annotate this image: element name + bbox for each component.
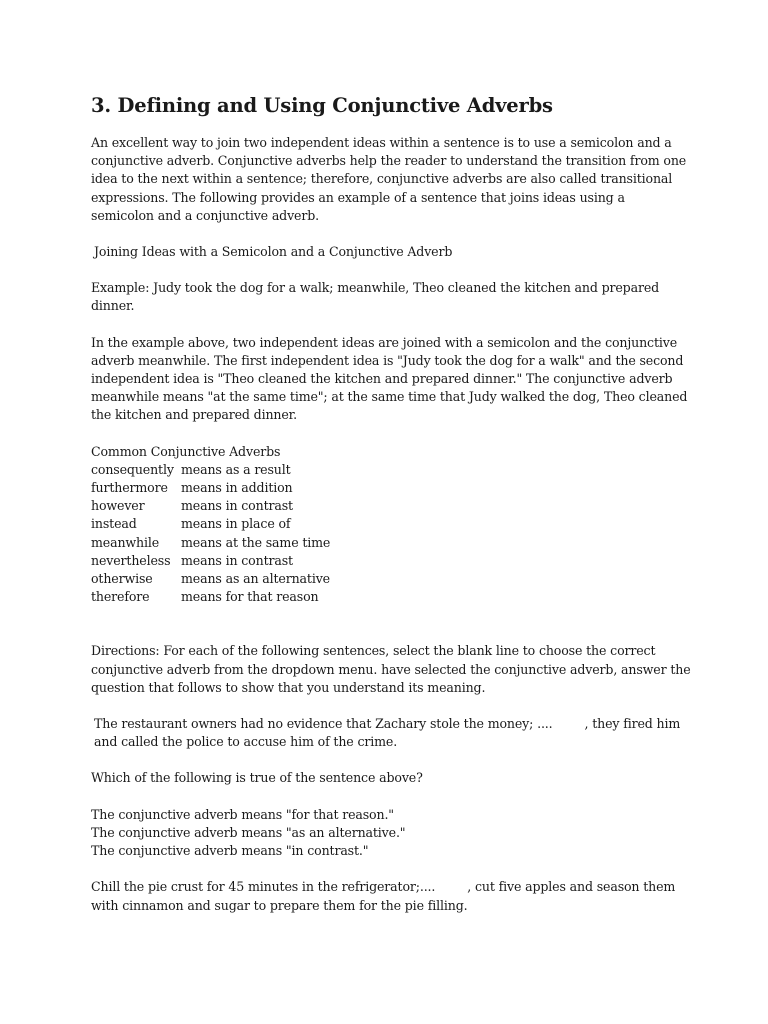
adverb-blank-dropdown[interactable]: ....	[537, 716, 553, 732]
sentence-text: Chill the pie crust for 45 minutes in the refrigerator;	[91, 879, 420, 895]
list-item	[91, 479, 691, 497]
adverb-meaning: means as a result	[181, 461, 291, 477]
list-item	[91, 461, 691, 479]
adverb-meaning: means in place of	[181, 516, 291, 532]
adverb-meaning: means in contrast	[181, 552, 293, 568]
question-1-prompt: Which of the following is true of the sentence above?	[91, 770, 423, 786]
sentence-text: , they fired him and called the police to accuse him of the crime.	[94, 716, 685, 750]
answer-option[interactable]: The conjunctive adverb means "as an alternative."	[91, 824, 406, 840]
section-subheading: Joining Ideas with a Semicolon and a Conjunctive Adverb	[94, 244, 453, 260]
page-title: 3. Defining and Using Conjunctive Adverbs	[91, 94, 553, 117]
list-item	[91, 570, 691, 588]
adverb-word: furthermore	[91, 480, 168, 496]
adverb-word: consequently	[91, 461, 174, 477]
adverb-word: meanwhile	[91, 534, 160, 550]
adverb-meaning: means at the same time	[181, 534, 331, 550]
list-item	[91, 497, 691, 515]
question-1-options	[91, 806, 691, 861]
question-1-sentence	[91, 715, 691, 751]
explanation-paragraph: In the example above, two independent ideas are joined with a semicolon and the conjunctive adverb meanwhile. The first independent idea is "Judy took the dog for a walk" and the second independent idea is "Theo cleaned the kitchen and prepared dinner." The conjunctive adverb meanwhile means "at the same time"; at the same time that Judy walked the dog, Theo cleaned the kitchen and prepared dinner.	[91, 334, 688, 423]
adverb-blank-dropdown[interactable]: ....	[419, 879, 436, 895]
adverb-word: otherwise	[91, 571, 153, 587]
list-item	[91, 534, 691, 552]
list-item	[91, 588, 691, 606]
sentence-text: The restaurant owners had no evidence that Zachary stole the money;	[94, 716, 538, 732]
sentence-text: , cut five apples and season them with cinnamon and sugar to prepare them for the pie filling.	[91, 879, 680, 913]
adverb-word: however	[91, 498, 145, 514]
document-page	[91, 93, 691, 915]
question-2-sentence	[91, 878, 691, 914]
answer-option[interactable]: The conjunctive adverb means "in contrast."	[91, 843, 369, 859]
adverb-word: instead	[91, 516, 137, 532]
directions-paragraph: Directions: For each of the following sentences, select the blank line to choose the correct conjunctive adverb from the dropdown menu. have selected the conjunctive adverb, answer the question that follows to show that you understand its meaning.	[91, 643, 691, 695]
adverbs-heading: Common Conjunctive Adverbs	[91, 443, 281, 459]
list-item	[91, 515, 691, 533]
adverb-meaning: means in contrast	[181, 498, 293, 514]
adverbs-list	[91, 461, 691, 607]
adverb-word: therefore	[91, 589, 150, 605]
intro-paragraph: An excellent way to join two independent ideas within a sentence is to use a semicolon and a conjunctive adverb. Conjunctive adverbs help the reader to understand the transition from one idea to the next within a sentence; therefore, conjunctive adverbs are also called transitional expressions. The following provides an example of a sentence that joins ideas using a semicolon and a conjunctive adverb.	[91, 135, 687, 223]
adverb-meaning: means in addition	[181, 480, 293, 496]
answer-option[interactable]: The conjunctive adverb means "for that reason."	[91, 806, 394, 822]
adverb-meaning: means as an alternative	[181, 571, 330, 587]
adverb-word: nevertheless	[91, 552, 171, 568]
example-paragraph: Example: Judy took the dog for a walk; meanwhile, Theo cleaned the kitchen and prepared dinner.	[91, 280, 660, 314]
list-item	[91, 552, 691, 570]
adverb-meaning: means for that reason	[181, 589, 319, 605]
